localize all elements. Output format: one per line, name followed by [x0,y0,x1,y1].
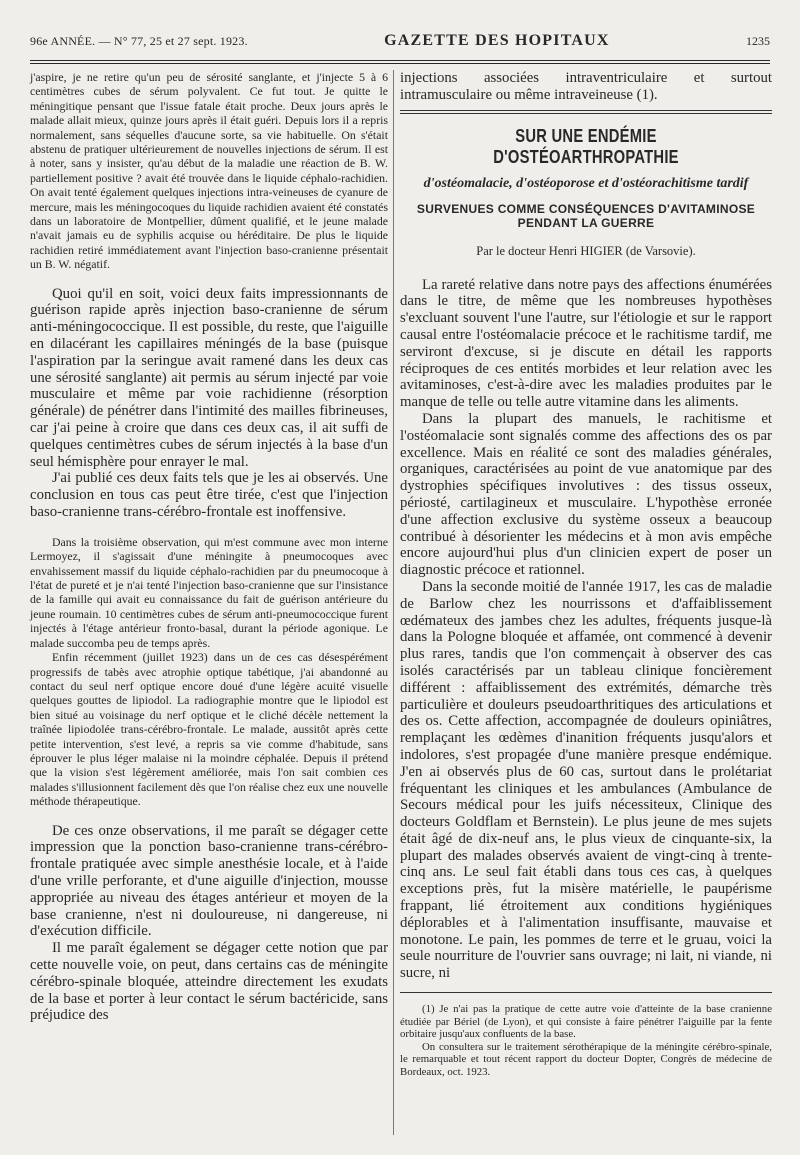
paragraph-notion: Il me paraît également se dégager cette notion que par cette nouvelle voie, on peut, dans certains cas de méningite cérébro-spinale bloquée, atteindre directement les exudats de la base et porter à leur contact le sérum bactéricide, sans préjudice des [30,940,388,1024]
paragraph-1917: Dans la seconde moitié de l'année 1917, les cas de maladie de Barlow chez les nourrissons et d'affaiblissement œdémateux des jambes chez les adultes, fréquents jusque-là dans la Pologne bloquée et affamée, ont commencé à devenir plus rares, tandis que l'on commençait à observer des cas isolés caractérisés par un tableau clinique foncièrement différent : affaiblissement des extrémités, démarche très particulière et douleurs pseudoarthritiques des articulations et des os. Cette affection, accompagnée de douleurs opiniâtres, remplaçant les œdèmes d'inanition fréquents jusqu'alors et indolores, s'est propagée d'une manière presque endémique. J'en ai observés plus de 60 cas, surtout dans le prolétariat fréquentant les cliniques et les ambulances (Ambulance de Secours médical pour les juifs nécessiteux, Clinique des docteurs Goldflam et Bernstein). Le plus jeune de mes sujets était âgé de dix-neuf ans, le plus vieux de cinquante-six, la plupart des malades observés avaient de vingt-cinq à trente-cinq ans. Le seul fait établi dans tous ces cas, à quelques exceptions près, fut la misère matérielle, le paupérisme frappant, lié étroitement aux conditions hygiéniques déplorables et à l'alimentation insuffisante, mauvaise et monotone. Le pain, les pommes de terre et le gruau, voici la seule nourriture de l'ouvrier sans ouvrage; ni lait, ni viande, ni sucre, ni [400,578,772,982]
footnote-rule [400,992,772,993]
header-rule-thin [30,63,770,64]
running-header [30,32,770,56]
article-title-block [400,126,772,230]
journal-title: GAZETTE DES HOPITAUX [384,32,610,49]
paragraph-manuals: Dans la plupart des manuels, le rachitisme et l'ostéomalacie sont signalés comme des affections des os par excellence. Mais en réalité ce sont des maladies générales, organiques, caractérisées au point de vue anatomique par des dystrophies spécifiques involutives : des tissus osseux, périosté, cartilagineux et musculaire. L'hypothèse erronée d'une affection exclusive du système osseux a beaucoup contribué à désorienter les médecins et à mon avis empêche encore aujourd'hui plus d'un clinicien expert de poser un diagnostic précoce et rationnel. [400,410,772,579]
section-rule-thin [400,113,772,114]
paragraph-recent-case: Enfin récemment (juillet 1923) dans un de ces cas désespérément progressifs de tabès avec atrophie optique tabétique, j'ai abandonné au contact du seul nerf optique encore doué d'une légère acuité visuelle quelques gouttes de lipiodol. La radiographie montre que le lipiodol est bien situé au voisinage du nerf optique et le cliché décèle nettement la traînée lipiodolée trans-cérébro-frontale. Le malade, aussitôt après cette petite intervention, s'est levé, a repris sa vie comme d'habitude, sans éprouver le plus léger malaise ni la moindre céphalée. Depuis il prétend que la vision s'est légèrement améliorée, mais l'on sait combien ces malades s'illusionnent facilement dès que l'on réalise chez eux une nouvelle méthode thérapeutique. [30,650,388,809]
footnote-1: (1) Je n'ai pas la pratique de cette autre voie d'atteinte de la base cranienne étudiée par Bériel (de Lyon), et qui consiste à faire pénétrer l'aiguille par la fente orbitaire jusqu'aux confluents de la base. [400,1003,772,1041]
paragraph-conclusion: J'ai publié ces deux faits tels que je les ai observés. Une conclusion en tous cas peut être tirée, c'est que l'injection baso-cranienne trans-cérébro-frontale est inoffensive. [30,470,388,521]
paragraph-eleven-observations: De ces onze observations, il me paraît se dégager cette impression que la ponction baso-cranienne trans-cérébro-frontale pratiquée avec simple anesthésie locale, et à l'aide d'une vrille perforante, et d'une aiguille d'injection, mousse appropriée au niveau des étages antérieur et moyen de la base cranienne, n'est ni douloureuse, ni dangereuse, ni d'exécution difficile. [30,822,388,940]
page-number: 1235 [746,34,770,48]
left-column [30,70,388,1135]
paragraph-case-continued: j'aspire, je ne retire qu'un peu de sérosité sanglante, et j'injecte 5 à 6 centimètres cubes de sérum polyvalent. Ce fut tout. Je quitte le méningitique pensant que l'issue fatale était proche. Deux jours après le malade allait mieux, quinze jours après il était guéri. Depuis lors il a repris normalement, sans séquelles d'aucune sorte, sa vie habituelle. On s'était abstenu de pratiquer ultérieurement de nouvelles injections de sérum. Il est à noter, sans y insister, qu'au début de la maladie une réaction de B. W. partiellement positive ? avait été trouvée dans le liquide céphalo-rachidien. On avait tenté également quelques injections intra-veineuses de cyanure de mercure, mais les méningocoques du liquide rachidien avaient été constatés dans un laboratoire de Montpellier, dûment qualifié, et le jeune malade n'avait jamais eu de syphilis acquise ou héréditaire. De plus le liquide rachidien retiré immédiatement avant l'injection baso-cranienne présentait un B. W. négatif. [30,70,388,272]
paragraph-two-facts: Quoi qu'il en soit, voici deux faits impressionnants de guérison rapide après injection baso-cranienne de sérum anti-méningococcique. Il est possible, du reste, que l'aiguille en dilacérant les capillaires méningés de la base (puisque l'aspiration par la seringue avait ramené dans les deux cas une sérosité sanglante) ait permis au sérum injecté par voie musculaire et même par voie rachidienne (résorption générale) de pénétrer dans l'intimité des mailles fibrineuses, car j'ai peine à croire que dans ces deux cas, il ait suffi de quelques centimètres cubes de sérum injectés à la base d'un seul hémisphère pour enrayer le mal. [30,285,388,470]
issue-info: 96e ANNÉE. — N° 77, 25 et 27 sept. 1923. [30,34,248,48]
paragraph-rarity: La rareté relative dans notre pays des affections énumérées dans le titre, de même que les nombreuses hypothèses s'excluant souvent l'une l'autre, sur l'étiologie et sur le rapport causal entre l'ostéomalacie précoce et le rachitisme tardif, me serviront d'excuse, si je discute en détail les rapports réciproques de ces entités morbides et leur relation avec les avitaminoses, c'est-à-dire avec les maladies produites par le manque de telle ou telle autre vitamine dans les aliments. [400,276,772,411]
article-condition: SURVENUES COMME CONSÉQUENCES D'AVITAMINOSE PENDANT LA GUERRE [416,201,756,230]
byline: Par le docteur Henri HIGIER (de Varsovie). [476,243,696,258]
right-column [400,70,772,1135]
section-rule [400,110,772,111]
paragraph-third-observation: Dans la troisième observation, qui m'est commune avec mon interne Lermoyez, il s'agissait d'une méningite à pneumocoques avec envahissement massif du liquide céphalo-rachidien par du pneumocoque à l'état de pureté et je n'ai tenté l'injection baso-cranienne que sur l'insistance de la famille qui avait eu connaissance du fait de guérison antérieure du jeune roumain. 10 centimètres cubes de sérum anti-pneumococcique furent injectés à l'étage antérieur fronto-basal, durant la période agonique. Le malade succomba peu de temps après. [30,534,388,650]
column-separator [393,70,394,1135]
article-subtitle: d'ostéomalacie, d'ostéoporose et d'ostéorachitisme tardif [423,175,749,191]
paragraph-injections-end: injections associées intraventriculaire et surtout intramusculaire ou même intraveineuse (1). [400,70,772,103]
article-title: SUR UNE ENDÉMIE D'OSTÉOARTHROPATHIE [493,125,679,167]
footnote-2: On consultera sur le traitement sérothérapique de la méningite cérébro-spinale, le remarquable et tout récent rapport du docteur Dopter, Congrès de médecine de Bordeaux, oct. 1923. [400,1040,772,1079]
header-rule [30,60,770,61]
